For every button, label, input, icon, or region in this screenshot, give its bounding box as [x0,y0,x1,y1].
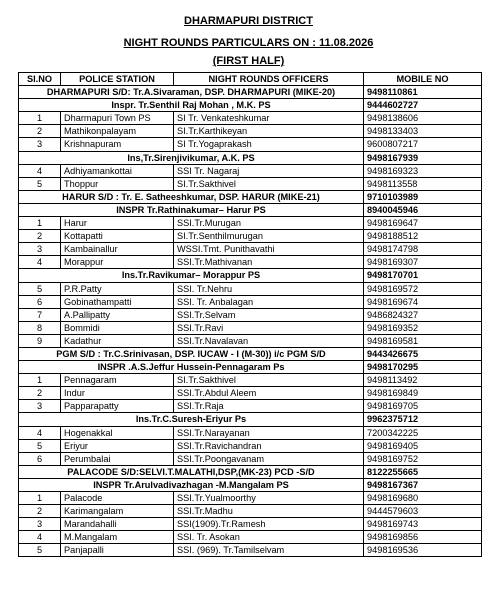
row-number: 5 [19,177,61,190]
table-row [19,518,482,531]
officer-name: SSI.Tr.Ravi [174,321,364,334]
section-mobile: 9498170701 [364,269,482,282]
document-period: (FIRST HALF) [212,55,285,67]
officer-name: WSSI.Tmt. Punithavathi [174,243,364,256]
officer-name: SSI.Tr.Ravichandran [174,439,364,452]
police-station: Morappur [61,256,174,269]
officer-name: SSI. Tr. Anbalagan [174,295,364,308]
table-row [19,387,482,400]
mobile-number: 9498169352 [364,321,482,334]
police-station: M.Mangalam [61,531,174,544]
row-number: 1 [19,374,61,387]
officer-name: SSI.Tr.Raja [174,400,364,413]
table-row [19,243,482,256]
table-body [19,86,482,557]
mobile-number: 9498113492 [364,374,482,387]
police-station: Perumbalai [61,452,174,465]
police-station: Gobinathampatti [61,295,174,308]
column-header-officers: NIGHT ROUNDS OFFICERS [174,73,364,86]
row-number: 9 [19,334,61,347]
section-row [19,478,482,491]
section-mobile: 9498110861 [364,86,482,99]
police-station: Mathikonpalayam [61,125,174,138]
row-number: 6 [19,295,61,308]
section-row [19,203,482,216]
table-row [19,230,482,243]
mobile-number: 9600807217 [364,138,482,151]
police-station: Pennagaram [61,374,174,387]
officer-name: SSI. Tr.Nehru [174,282,364,295]
mobile-number: 9486824327 [364,308,482,321]
police-station: Eriyur [61,439,174,452]
police-station: Karimangalam [61,505,174,518]
police-station: Kottapatti [61,230,174,243]
table-row [19,544,482,557]
police-station: Bommidi [61,321,174,334]
mobile-number: 9498169323 [364,164,482,177]
section-row [19,465,482,478]
table-row [19,426,482,439]
mobile-number: 9498169647 [364,217,482,230]
officer-name: SSI.Tr.Yualmoorthy [174,492,364,505]
section-mobile: 9962375712 [364,413,482,426]
table-row [19,164,482,177]
row-number: 2 [19,387,61,400]
officer-name: SSI. (969). Tr.Tamilselvam [174,544,364,557]
section-heading: INSPR Tr.Rathinakumar– Harur PS [19,203,364,216]
row-number: 1 [19,492,61,505]
table-row [19,492,482,505]
row-number: 5 [19,544,61,557]
table-row [19,439,482,452]
section-heading: Inspr. Tr.Senthil Raj Mohan , M.K. PS [19,99,364,112]
officer-name: SI.Tr.Sakthivel [174,177,364,190]
section-row [19,151,482,164]
section-row [19,269,482,282]
section-heading: Ins,Tr.Sirenjivikumar, A.K. PS [19,151,364,164]
row-number: 2 [19,125,61,138]
column-header-mobile: MOBILE NO [364,73,482,86]
row-number: 3 [19,518,61,531]
officer-name: SSI.Tr.Madhu [174,505,364,518]
police-station: Hogenakkal [61,426,174,439]
column-header-station: POLICE STATION [61,73,174,86]
officer-name: SSI.Tr.Mathivanan [174,256,364,269]
section-mobile: 8122255665 [364,465,482,478]
row-number: 3 [19,400,61,413]
document-title: DHARMAPURI DISTRICT [184,15,313,27]
section-mobile: 9710103989 [364,190,482,203]
officer-name: SI.Tr.Senthilmurugan [174,230,364,243]
mobile-number: 9444579603 [364,505,482,518]
table-row [19,177,482,190]
row-number: 4 [19,531,61,544]
section-mobile: 9498167939 [364,151,482,164]
row-number: 5 [19,439,61,452]
table-header-row [19,73,482,86]
mobile-number: 9498169581 [364,334,482,347]
police-station: Krishnapuram [61,138,174,151]
officer-name: SSI. Tr. Asokan [174,531,364,544]
mobile-number: 9498169674 [364,295,482,308]
police-station: A.Pallipatty [61,308,174,321]
section-heading: INSPR Tr.Arulvadivazhagan -M.Mangalam PS [19,478,364,491]
section-heading: PGM S/D : Tr.C.Srinivasan, DSP. IUCAW - I (M-30)) i/c PGM S/D [19,347,364,360]
row-number: 4 [19,164,61,177]
row-number: 6 [19,452,61,465]
mobile-number: 7200342225 [364,426,482,439]
row-number: 2 [19,230,61,243]
table-row [19,374,482,387]
table-row [19,138,482,151]
section-mobile: 9443426675 [364,347,482,360]
mobile-number: 9498169752 [364,452,482,465]
mobile-number: 9498174798 [364,243,482,256]
officer-name: SSI.Tr.Abdul Aleem [174,387,364,400]
mobile-number: 9498169705 [364,400,482,413]
section-mobile: 8940045946 [364,203,482,216]
mobile-number: 9498113558 [364,177,482,190]
police-station: Panjapalli [61,544,174,557]
police-station: Thoppur [61,177,174,190]
officer-name: SSI(1909).Tr.Ramesh [174,518,364,531]
table-row [19,452,482,465]
police-station: Marandahalli [61,518,174,531]
mobile-number: 9498169572 [364,282,482,295]
table-row [19,308,482,321]
mobile-number: 9498138606 [364,112,482,125]
section-row [19,413,482,426]
table-row [19,400,482,413]
row-number: 5 [19,282,61,295]
police-station: Indur [61,387,174,400]
section-heading: PALACODE S/D:SELVI.T.MALATHI,DSP,(MK-23) PCD -S/D [19,465,364,478]
mobile-number: 9498169536 [364,544,482,557]
officer-name: SI Tr.Yogaprakash [174,138,364,151]
table-row [19,282,482,295]
document-subtitle: NIGHT ROUNDS PARTICULARS ON : 11.08.2026 [123,37,374,49]
mobile-number: 9498169680 [364,492,482,505]
mobile-number: 9498169307 [364,256,482,269]
table-row [19,295,482,308]
officer-name: SI.Tr.Karthikeyan [174,125,364,138]
row-number: 2 [19,505,61,518]
night-rounds-table [18,72,482,557]
section-heading: Ins.Tr.C.Suresh-Eriyur Ps [19,413,364,426]
table-row [19,125,482,138]
mobile-number: 9498169405 [364,439,482,452]
row-number: 3 [19,243,61,256]
officer-name: SSI.Tr.Selvam [174,308,364,321]
row-number: 4 [19,426,61,439]
section-row [19,361,482,374]
table-row [19,321,482,334]
officer-name: SSI Tr. Nagaraj [174,164,364,177]
row-number: 1 [19,217,61,230]
table-row [19,531,482,544]
row-number: 8 [19,321,61,334]
officer-name: SSI.Tr.Navalavan [174,334,364,347]
mobile-number: 9498169856 [364,531,482,544]
row-number: 4 [19,256,61,269]
mobile-number: 9498133403 [364,125,482,138]
table-row [19,112,482,125]
section-mobile: 9498170295 [364,361,482,374]
section-heading: HARUR S/D : Tr. E. Satheeshkumar, DSP. HARUR (MIKE-21) [19,190,364,203]
police-station: Palacode [61,492,174,505]
police-station: Papparapatty [61,400,174,413]
row-number: 7 [19,308,61,321]
table-row [19,217,482,230]
section-heading: DHARMAPURI S/D: Tr.A.Sivaraman, DSP. DHARMAPURI (MIKE-20) [19,86,364,99]
mobile-number: 9498169743 [364,518,482,531]
column-header-sino: SI.NO [19,73,61,86]
section-mobile: 9498167367 [364,478,482,491]
section-heading: INSPR .A.S.Jeffur Hussein-Pennagaram Ps [19,361,364,374]
section-row [19,347,482,360]
mobile-number: 9498169849 [364,387,482,400]
row-number: 1 [19,112,61,125]
officer-name: SSI.Tr.Narayanan [174,426,364,439]
police-station: Kambainallur [61,243,174,256]
officer-name: SSI.Tr.Poongavanam [174,452,364,465]
police-station: P.R.Patty [61,282,174,295]
section-heading: Ins.Tr.Ravikumar– Morappur PS [19,269,364,282]
section-row [19,190,482,203]
section-row [19,86,482,99]
police-station: Adhiyamankottai [61,164,174,177]
table-row [19,334,482,347]
officer-name: SI Tr. Venkateshkumar [174,112,364,125]
police-station: Harur [61,217,174,230]
police-station: Dharmapuri Town PS [61,112,174,125]
section-mobile: 9444602727 [364,99,482,112]
table-row [19,505,482,518]
police-station: Kadathur [61,334,174,347]
officer-name: SSI.Tr.Murugan [174,217,364,230]
table-row [19,256,482,269]
section-row [19,99,482,112]
mobile-number: 9498188512 [364,230,482,243]
row-number: 3 [19,138,61,151]
officer-name: SI.Tr.Sakthivel [174,374,364,387]
